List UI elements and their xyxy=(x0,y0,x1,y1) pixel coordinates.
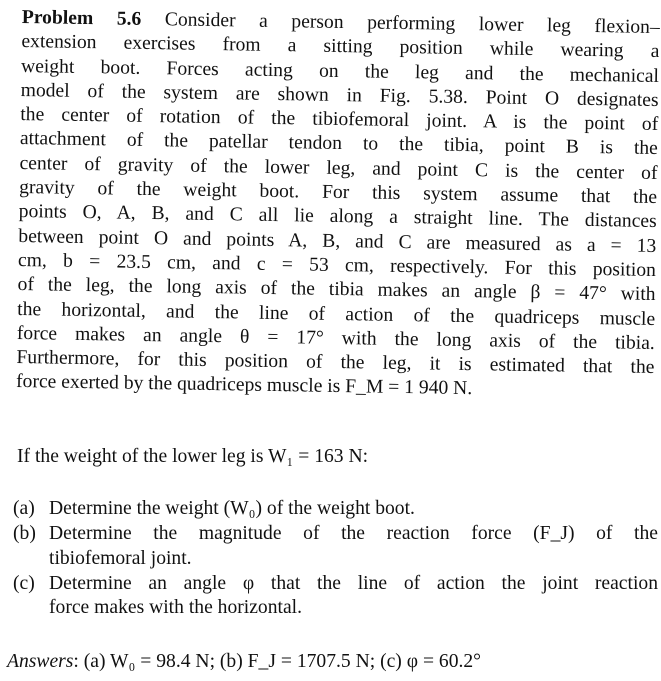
problem-line: the horizontal, and the line of action of the quadriceps muscle xyxy=(17,298,656,330)
problem-line: model of the system are shown in Fig. 5.38. Point O designates xyxy=(20,79,659,111)
problem-label: Problem 5.6 xyxy=(21,6,142,30)
part-line: tibiofemoral joint. xyxy=(49,547,192,569)
question-part-a xyxy=(13,497,658,521)
problem-statement xyxy=(16,6,660,405)
problem-line: between point O and points A, B, and C are measured as a = 13 xyxy=(18,225,657,257)
problem-line: Problem 5.6 Consider a person performing lower leg flexion– xyxy=(21,6,660,39)
problem-line: cm, b = 23.5 cm, and c = 53 cm, respectively. For this position xyxy=(17,249,657,281)
answers-label: Answers xyxy=(7,651,74,672)
question-part-c xyxy=(13,572,658,621)
problem-line: extension exercises from a sitting position while wearing a xyxy=(21,31,660,63)
question-parts xyxy=(13,497,658,621)
answers xyxy=(7,651,481,673)
part-label: (b) xyxy=(13,523,36,545)
problem-line: gravity of the weight boot. For this system assume that the xyxy=(18,177,658,209)
answers-text: : (a) W₀ = 98.4 N; (b) F_J = 1707.5 N; (c) φ = 60.2° xyxy=(73,651,482,672)
question-part-b xyxy=(13,522,658,571)
part-line: Determine the weight (W₀) of the weight boot. xyxy=(49,498,415,519)
problem-line: of the leg, the long axis of the tibia makes an angle β = 47° with xyxy=(17,274,656,306)
problem-line: weight boot. Forces acting on the leg and the mechanical xyxy=(20,55,660,87)
problem-line: center of gravity of the lower leg, and point C is the center of xyxy=(19,152,658,184)
problem-line: attachment of the patellar tendon to the tibia, point B is the xyxy=(19,128,658,160)
part-line: Determine an angle φ that the line of action the joint reaction xyxy=(49,572,658,594)
problem-line: Furthermore, for this position of the leg, it is estimated that the xyxy=(16,347,655,379)
part-line: Determine the magnitude of the reaction force (F_J) of the xyxy=(49,523,658,545)
given-condition: If the weight of the lower leg is W₁ = 163 N: xyxy=(17,446,369,467)
part-label: (a) xyxy=(13,498,35,519)
part-line: force makes with the horizontal. xyxy=(49,597,302,619)
problem-line: force makes an angle θ = 17° with the long axis of the tibia. xyxy=(16,322,655,354)
problem-line: force exerted by the quadriceps muscle is F_M = 1 940 N. xyxy=(15,371,473,400)
part-label: (c) xyxy=(13,572,35,594)
problem-line: points O, A, B, and C all lie along a straight line. The distances xyxy=(18,201,657,233)
problem-line: the center of rotation of the tibiofemoral joint. A is the point of xyxy=(20,104,659,136)
